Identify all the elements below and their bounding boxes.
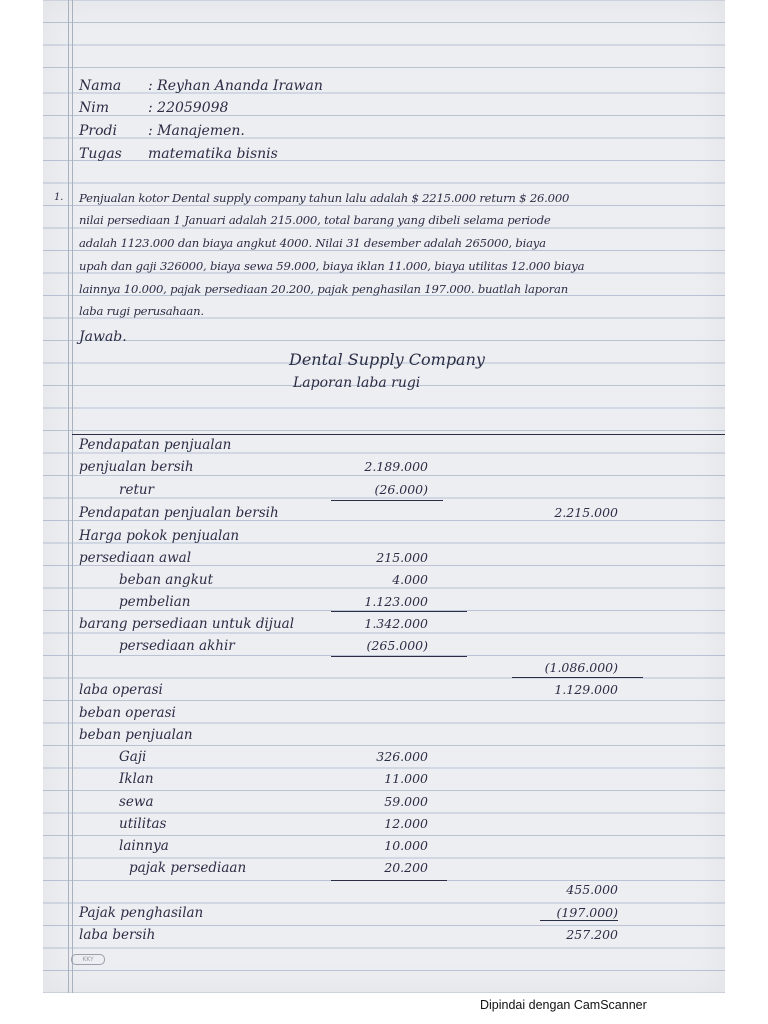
row-value-col1: 12.000 bbox=[384, 816, 428, 831]
row-value-col2: 1.129.000 bbox=[554, 682, 618, 697]
answer-label: Jawab. bbox=[79, 329, 127, 345]
row-value-col1: (265.000) bbox=[366, 638, 428, 653]
row-label: persediaan awal bbox=[79, 550, 192, 566]
row-value-col2: 2.215.000 bbox=[554, 505, 618, 520]
prodi-label: Prodi bbox=[79, 123, 117, 139]
row-label: persediaan akhir bbox=[119, 638, 235, 654]
row-label: Gaji bbox=[119, 749, 147, 765]
row-value-col1: (26.000) bbox=[374, 482, 428, 497]
tugas-value: matematika bisnis bbox=[148, 146, 278, 162]
subtotal-rule bbox=[540, 920, 618, 921]
row-label: lainnya bbox=[119, 838, 169, 854]
row-label: sewa bbox=[119, 794, 154, 810]
prodi-value: : Manajemen. bbox=[148, 123, 245, 139]
question-line: nilai persediaan 1 Januari adalah 215.000, total barang yang dibeli selama periode bbox=[79, 213, 551, 227]
subtotal-rule bbox=[331, 656, 467, 657]
row-value-col1: 2.189.000 bbox=[364, 459, 428, 474]
row-label: penjualan bersih bbox=[79, 459, 194, 475]
question-line: lainnya 10.000, pajak persediaan 20.200, pajak penghasilan 197.000. buatlah laporan bbox=[79, 282, 568, 296]
row-label: Pendapatan penjualan bbox=[79, 437, 232, 453]
subtotal-rule bbox=[331, 880, 447, 881]
nama-label: Nama bbox=[79, 78, 122, 94]
row-label: beban angkut bbox=[119, 572, 213, 588]
nim-value: : 22059098 bbox=[148, 100, 229, 116]
notebook-page bbox=[43, 0, 725, 993]
left-margin-line-inner bbox=[72, 0, 73, 993]
tugas-label: Tugas bbox=[79, 146, 122, 162]
row-value-col1: 326.000 bbox=[376, 749, 428, 764]
row-label: laba operasi bbox=[79, 682, 163, 698]
scanner-stamp: KKY bbox=[71, 954, 105, 965]
row-label: laba bersih bbox=[79, 927, 156, 943]
row-label: Pendapatan penjualan bersih bbox=[79, 505, 279, 521]
row-label: utilitas bbox=[119, 816, 167, 832]
row-label: barang persediaan untuk dijual bbox=[79, 616, 295, 632]
row-value-col1: 215.000 bbox=[376, 550, 428, 565]
question-line: laba rugi perusahaan. bbox=[79, 304, 204, 318]
row-label: Iklan bbox=[119, 771, 154, 787]
question-line: upah dan gaji 326000, biaya sewa 59.000, biaya iklan 11.000, biaya utilitas 12.000 biaya bbox=[79, 259, 585, 273]
subtotal-rule bbox=[331, 611, 467, 612]
table-top-rule bbox=[72, 434, 725, 435]
question-line: Penjualan kotor Dental supply company tahun lalu adalah $ 2215.000 return $ 26.000 bbox=[79, 191, 570, 205]
row-value-col1: 11.000 bbox=[384, 771, 428, 786]
subtotal-rule bbox=[331, 500, 443, 501]
row-label: Pajak penghasilan bbox=[79, 905, 204, 921]
row-value-col2: (197.000) bbox=[556, 905, 618, 920]
row-label: beban penjualan bbox=[79, 727, 193, 743]
row-value-col2: 257.200 bbox=[566, 927, 618, 942]
nama-value: : Reyhan Ananda Irawan bbox=[148, 78, 323, 94]
row-label: pajak persediaan bbox=[129, 860, 247, 876]
row-value-col1: 1.123.000 bbox=[364, 594, 428, 609]
question-number: 1. bbox=[54, 192, 64, 203]
camscanner-footer: Dipindai dengan CamScanner bbox=[480, 998, 647, 1012]
row-value-col1: 10.000 bbox=[384, 838, 428, 853]
subtotal-rule bbox=[512, 677, 643, 678]
row-value-col1: 1.342.000 bbox=[364, 616, 428, 631]
row-value-col1: 4.000 bbox=[392, 572, 428, 587]
nim-label: Nim bbox=[79, 100, 110, 116]
report-title: Laporan laba rugi bbox=[293, 375, 421, 391]
row-value-col2: 455.000 bbox=[566, 882, 618, 897]
row-label: Harga pokok penjualan bbox=[79, 528, 240, 544]
row-label: pembelian bbox=[119, 594, 191, 610]
row-value-col2: (1.086.000) bbox=[544, 660, 618, 675]
left-margin-line bbox=[68, 0, 69, 993]
row-label: beban operasi bbox=[79, 705, 176, 721]
row-value-col1: 59.000 bbox=[384, 794, 428, 809]
row-value-col1: 20.200 bbox=[384, 860, 428, 875]
question-line: adalah 1123.000 dan biaya angkut 4000. Nilai 31 desember adalah 265000, biaya bbox=[79, 236, 546, 250]
row-label: retur bbox=[119, 482, 155, 498]
company-name: Dental Supply Company bbox=[289, 350, 485, 369]
